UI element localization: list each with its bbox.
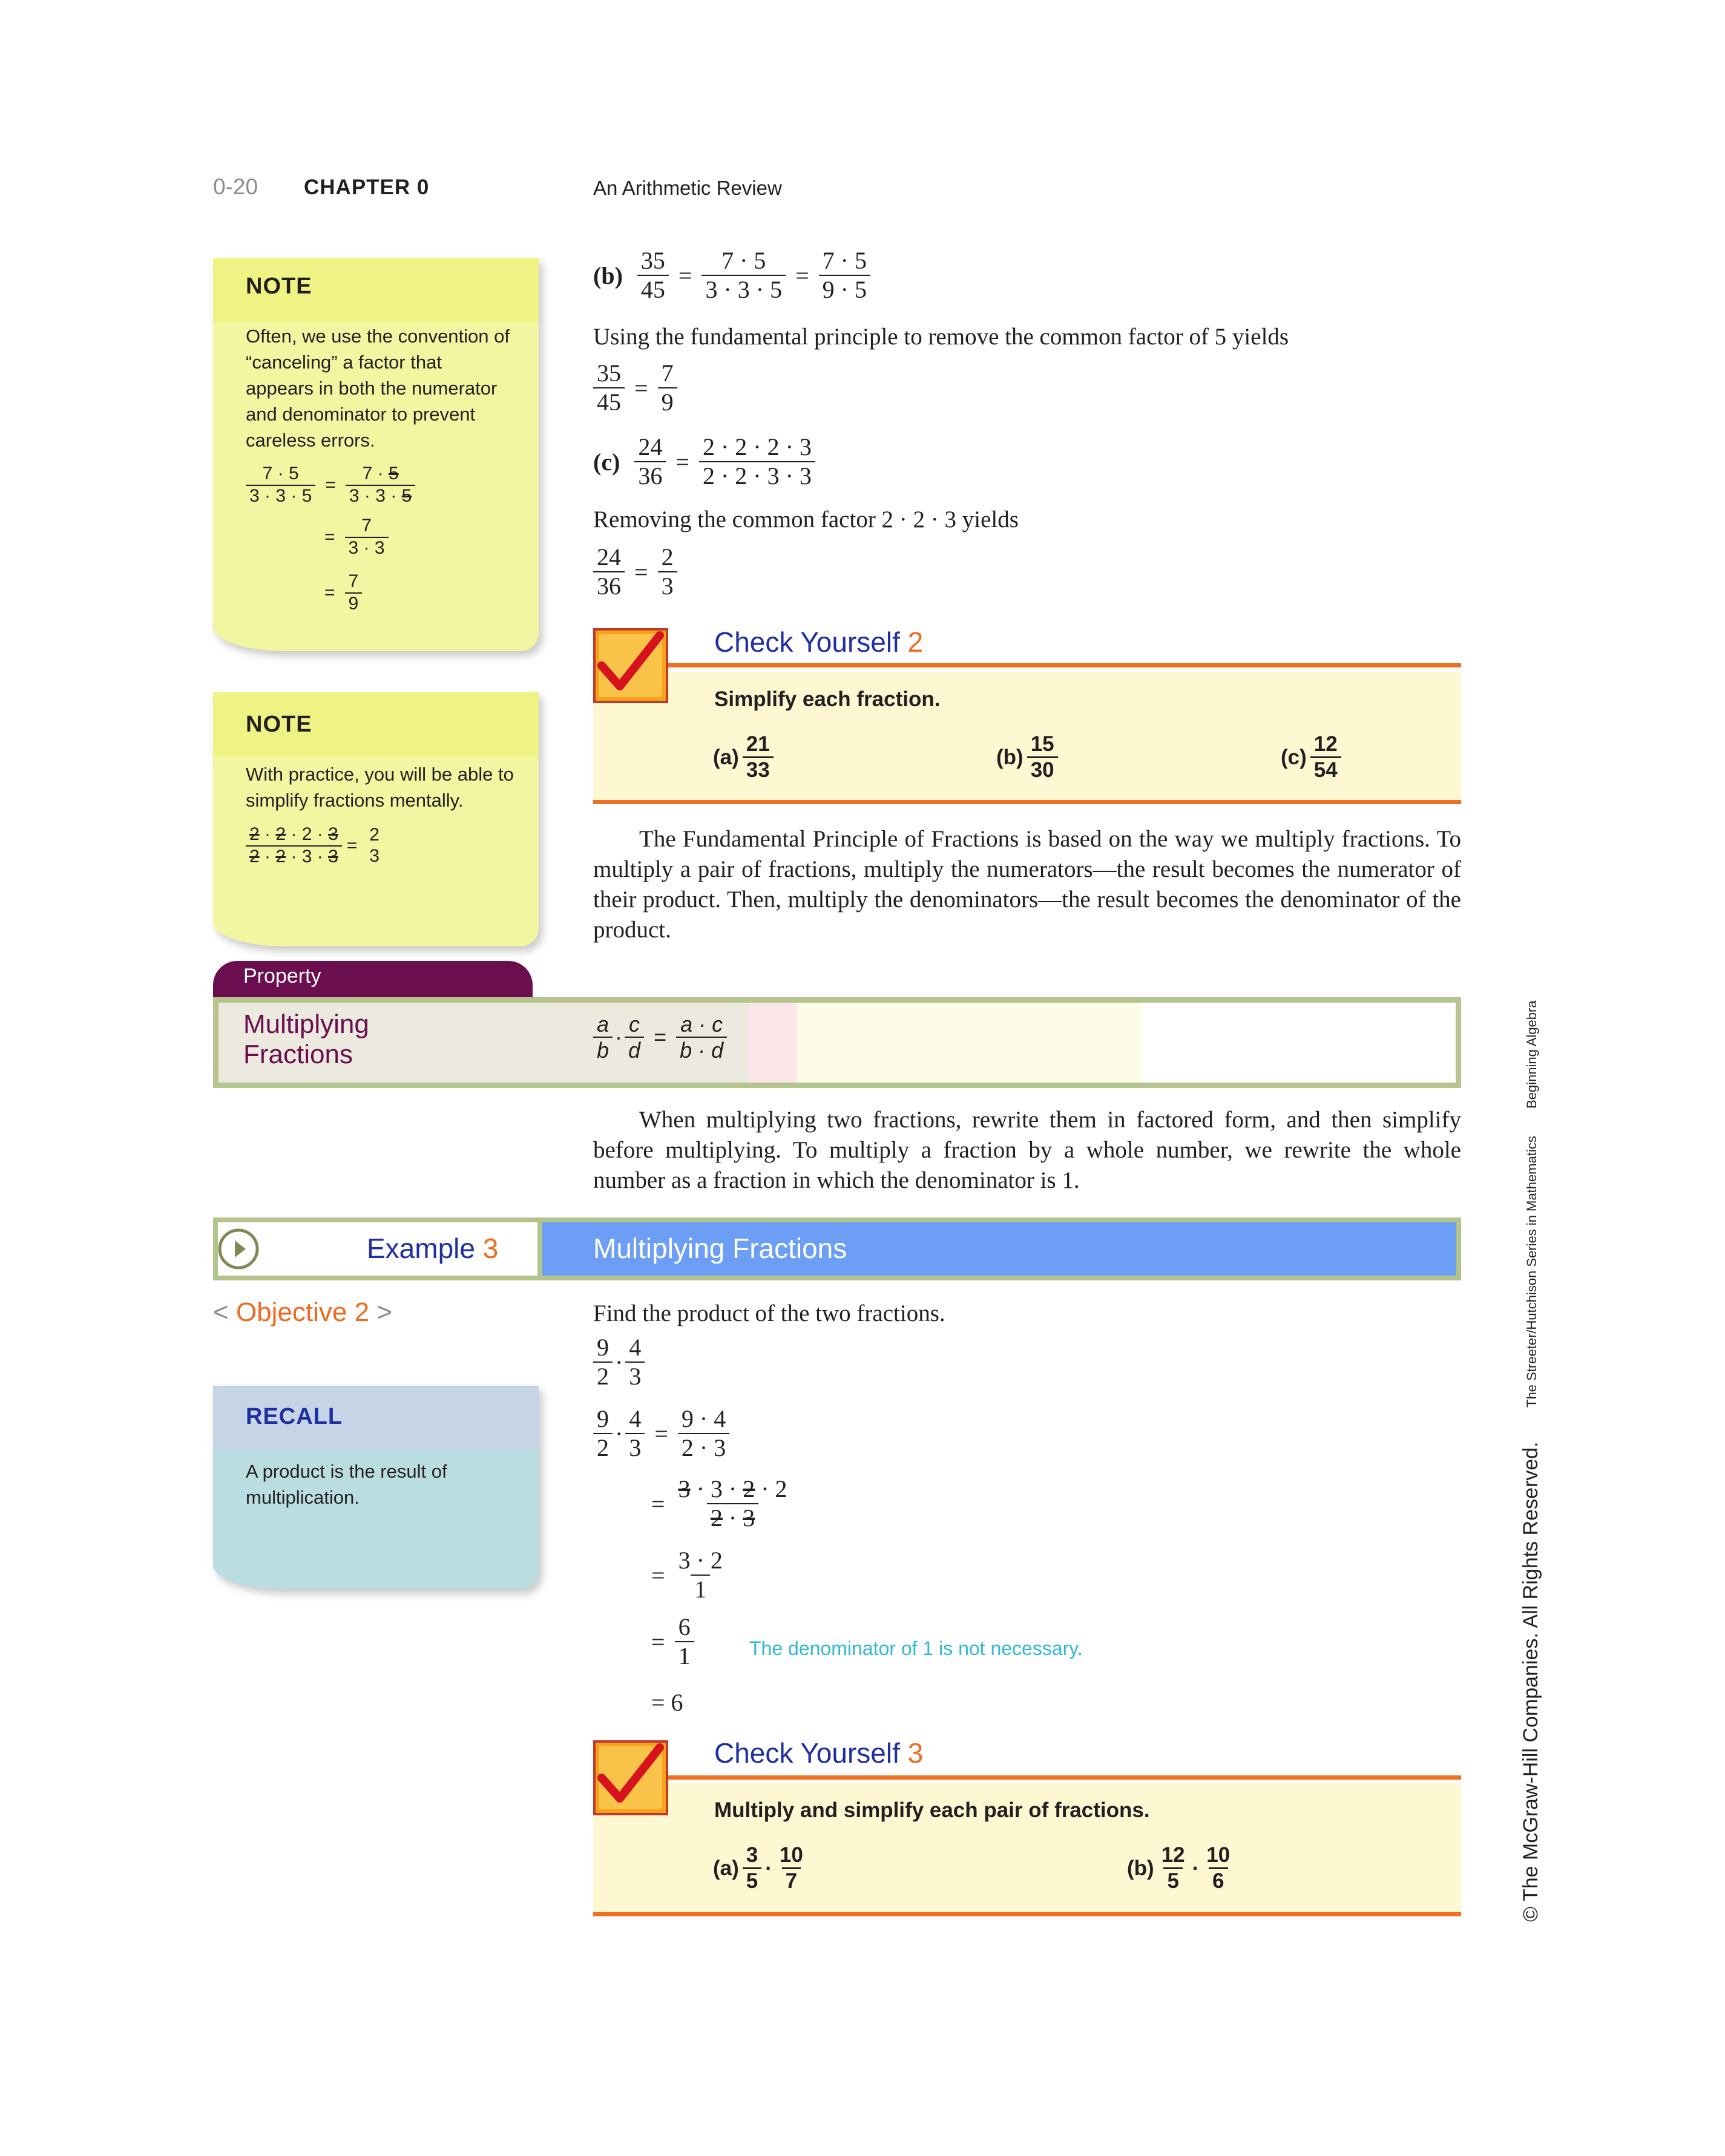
property-box (213, 997, 1461, 1088)
property-name (243, 1009, 369, 1070)
multiply-dot: · (615, 1024, 623, 1050)
note-step (318, 571, 366, 614)
factor: · 3 · (690, 1475, 743, 1502)
numerator: 2 (369, 825, 380, 845)
divider (593, 1912, 1461, 1916)
title-number: 3 (907, 1737, 924, 1769)
fraction (345, 571, 363, 614)
multiply-dot: · (615, 1420, 623, 1447)
numerator: 12 (1161, 1843, 1185, 1867)
fraction (625, 1405, 645, 1462)
book-title: Beginning Algebra (1524, 1000, 1539, 1109)
denominator: 9 (658, 387, 677, 416)
denominator: 5 (1163, 1867, 1182, 1893)
fraction (702, 247, 786, 304)
note-text: With practice, you will be able to simplify fractions mentally. (246, 764, 514, 811)
fraction (634, 433, 666, 490)
note-mental-example (242, 824, 387, 867)
title-number: 2 (907, 626, 924, 658)
canceled-factor: 2 (275, 824, 286, 844)
canceled-factor: 2 (249, 846, 260, 867)
note-title: NOTE (246, 712, 312, 737)
checkmark-icon (593, 628, 668, 703)
exercise-label: (c) (1281, 745, 1307, 769)
fraction (743, 1843, 761, 1894)
denominator: 2 · 2 · 3 · 3 (699, 461, 815, 490)
note-card (213, 258, 539, 651)
fraction (658, 543, 677, 600)
exercise-label: (a) (713, 1856, 739, 1880)
equals-sign: = (324, 526, 335, 547)
check-yourself-title (714, 626, 923, 658)
objective-link[interactable] (213, 1297, 392, 1328)
numerator: 35 (597, 359, 621, 387)
fraction (593, 543, 625, 600)
factor: 3 · 3 · (349, 485, 402, 506)
canceled-factor: 2 (710, 1504, 723, 1532)
fraction (676, 1012, 727, 1063)
numerator: 15 (1030, 732, 1054, 756)
exercise-item (713, 732, 777, 783)
fraction (593, 359, 625, 416)
property-formula (590, 1012, 731, 1063)
equals-sign: = (346, 835, 358, 856)
part-c-equation (593, 433, 819, 490)
check-yourself-instruction: Multiply and simplify each pair of fractions. (714, 1798, 1150, 1822)
copyright-notice: © The McGraw-Hill Companies. All Rights Reserved. (1519, 1441, 1542, 1922)
fraction (637, 247, 669, 304)
note-canceling-example (242, 464, 419, 506)
body-paragraph: When multiplying two fractions, rewrite them in factored form, and then simplify before multiplying. To multiply a fraction by a whole number, we rewrite the whole number as a fraction in which the denominator is 1. (593, 1107, 1461, 1193)
numerator: 3 (746, 1843, 758, 1867)
denominator: 9 · 5 (819, 275, 870, 304)
denominator: 2 (593, 1361, 613, 1391)
denominator: 6 (1209, 1867, 1227, 1893)
fraction (625, 1334, 645, 1391)
recall-text: A product is the result of multiplication. (246, 1461, 447, 1508)
equals-sign: = (795, 261, 809, 289)
denominator: 3 · 3 · 5 (702, 275, 786, 304)
factor: · 3 · (286, 846, 329, 867)
canceled-factor: 3 (678, 1475, 691, 1502)
denominator: 5 (743, 1867, 761, 1893)
fraction (1203, 1843, 1234, 1894)
title-text: Check Yourself (714, 1737, 900, 1769)
title-text: Check Yourself (714, 626, 900, 658)
part-b-result (590, 359, 681, 416)
property-name-line: Multiplying (243, 1009, 369, 1039)
factor: · (722, 1504, 743, 1532)
divider (593, 800, 1461, 804)
factor: · (259, 846, 276, 867)
denominator: 36 (593, 571, 625, 600)
denominator: 1 (675, 1641, 694, 1670)
exercise-item (1281, 732, 1345, 783)
numerator: 2 · 2 · 2 · 3 (702, 433, 812, 460)
example-annotation: The denominator of 1 is not necessary. (749, 1637, 1083, 1659)
numerator: 4 (629, 1334, 642, 1361)
numerator: 3 · 2 (678, 1547, 723, 1574)
objective-label: Objective 2 (235, 1297, 370, 1327)
example-number: 3 (482, 1233, 499, 1264)
equals-sign: = (651, 1490, 665, 1518)
equals-sign: = (678, 261, 692, 289)
multiply-dot: · (1192, 1856, 1200, 1880)
numerator: 6 (678, 1613, 691, 1640)
divider (537, 1222, 542, 1276)
equals-sign: = (325, 474, 336, 495)
equals-sign: = (675, 448, 689, 476)
denominator (707, 1503, 758, 1532)
body-paragraph: The Fundamental Principle of Fractions is based on the way we multiply fractions. To multiply a pair of fractions, multiply the numerators—the result becomes the numerator of their product. Then, multiply the denominators—the result becomes the denominator of the product. (593, 826, 1461, 943)
multiply-dot: · (615, 1348, 623, 1376)
numerator: 24 (638, 433, 663, 460)
part-b-equation (593, 247, 874, 304)
equals-sign: = (654, 1420, 668, 1447)
numerator: 7 · 5 (262, 464, 299, 483)
fraction (345, 516, 389, 559)
objective-bracket: > (376, 1297, 392, 1327)
exercise-label: (a) (713, 745, 739, 769)
chapter-label: CHAPTER 0 (304, 175, 430, 199)
denominator: 3 (625, 1361, 645, 1391)
denominator: 36 (634, 461, 666, 490)
property-highlight (797, 1003, 1142, 1083)
example-instruction: Find the product of the two fractions. (593, 1300, 945, 1326)
checkmark-icon (593, 1740, 668, 1815)
fraction (675, 1475, 791, 1532)
denominator: 3 · 3 · 5 (246, 485, 315, 507)
numerator: 7 (348, 571, 359, 591)
fraction (246, 464, 315, 506)
part-c-result (590, 543, 681, 600)
part-c-label: (c) (593, 448, 620, 476)
denominator: 3 (625, 1433, 645, 1462)
numerator: 7 · 5 (822, 247, 867, 274)
denominator: 2 (593, 1433, 613, 1462)
example-problem (590, 1334, 648, 1391)
property-tab: Property (213, 961, 533, 998)
denominator: d (625, 1037, 644, 1063)
check-yourself-title (714, 1737, 923, 1769)
fraction (678, 1405, 729, 1462)
factor: 7 · (362, 464, 389, 483)
canceled-factor: 2 (743, 1475, 755, 1502)
example-title: Multiplying Fractions (593, 1233, 847, 1264)
canceled-factor: 2 (249, 824, 260, 844)
denominator: b (593, 1037, 613, 1063)
exercise-item (713, 1843, 810, 1894)
canceled-factor: 3 (328, 824, 338, 844)
note-step (318, 516, 392, 559)
note-text: Often, we use the convention of “canceling” a factor that appears in both the numerator and denominator to prevent careless errors. (246, 326, 510, 451)
numerator (675, 1475, 791, 1503)
fraction (246, 824, 342, 867)
example-step (645, 1475, 795, 1532)
exercise-label: (b) (996, 745, 1024, 769)
divider (668, 1775, 1461, 1780)
numerator: 4 (629, 1405, 642, 1432)
part-b-text: Using the fundamental principle to remove the common factor of 5 yields (593, 324, 1289, 350)
series-name: The Streeter/Hutchison Series in Mathematics (1524, 1136, 1539, 1407)
example-step (645, 1613, 698, 1670)
example-label-text: Example (367, 1233, 475, 1264)
objective-bracket: < (213, 1297, 229, 1327)
equals-sign: = (651, 1561, 665, 1589)
play-arrow-icon (217, 1227, 260, 1271)
factor: · 2 (755, 1475, 787, 1502)
canceled-factor: 5 (388, 464, 399, 483)
page-number: 0-20 (213, 174, 258, 199)
fraction (675, 1613, 694, 1670)
canceled-factor: 3 (328, 846, 338, 867)
note-title: NOTE (246, 274, 312, 299)
denominator: 33 (743, 756, 774, 782)
example-label (367, 1232, 498, 1265)
denominator: 3 · 3 (345, 537, 389, 559)
numerator: 10 (1206, 1843, 1230, 1867)
fraction (776, 1843, 807, 1894)
equals-sign: = (651, 1628, 665, 1656)
denominator: 45 (593, 387, 625, 416)
exercise-label: (b) (1127, 1856, 1154, 1880)
fraction (658, 359, 677, 416)
equals-sign: = (634, 558, 648, 586)
fraction (625, 1012, 644, 1063)
equals-sign: = (634, 374, 648, 402)
fraction (593, 1405, 613, 1462)
check-yourself-instruction: Simplify each fraction. (714, 687, 941, 711)
denominator: 1 (691, 1574, 710, 1604)
fraction (699, 433, 815, 490)
numerator: 7 · 5 (721, 247, 766, 274)
fraction (366, 825, 383, 867)
denominator: 3 (658, 571, 677, 600)
denominator: b · d (676, 1037, 727, 1063)
recall-title: RECALL (246, 1404, 343, 1429)
denominator: 2 · 3 (678, 1433, 729, 1462)
numerator (359, 464, 402, 485)
factor: · (259, 824, 276, 844)
denominator (346, 485, 415, 507)
fraction (675, 1547, 726, 1604)
canceled-factor: 5 (401, 485, 412, 506)
fraction (1027, 732, 1058, 783)
denominator (246, 845, 342, 868)
exercise-item (996, 732, 1062, 783)
fraction (1158, 1843, 1189, 1894)
property-name-line: Fractions (243, 1040, 353, 1069)
numerator: 2 (661, 543, 674, 571)
equals-sign: = (654, 1024, 667, 1050)
denominator: 9 (345, 592, 363, 615)
numerator: 24 (597, 543, 621, 571)
denominator: 45 (637, 275, 669, 304)
numerator: c (629, 1012, 640, 1037)
property-accent (749, 1003, 797, 1083)
numerator: 10 (779, 1843, 803, 1867)
numerator: a · c (680, 1012, 723, 1037)
denominator: 3 (369, 845, 380, 866)
numerator (246, 824, 342, 845)
numerator: 9 (597, 1405, 609, 1432)
canceled-factor: 3 (743, 1504, 755, 1532)
numerator: 7 (661, 359, 674, 387)
fraction (593, 1334, 613, 1391)
chapter-title: An Arithmetic Review (593, 177, 782, 199)
fraction (1310, 732, 1341, 783)
numerator: 9 (597, 1334, 609, 1361)
numerator: a (597, 1012, 610, 1037)
divider (668, 663, 1461, 667)
numerator: 35 (640, 247, 665, 274)
exercise-item (1127, 1843, 1237, 1894)
factor: · 2 · (286, 824, 329, 844)
part-b-label: (b) (593, 261, 623, 289)
fraction (346, 464, 415, 506)
fraction (819, 247, 870, 304)
denominator: 7 (782, 1867, 801, 1893)
numerator: 7 (361, 516, 372, 536)
fraction (743, 732, 774, 783)
canceled-factor: 2 (275, 846, 286, 867)
denominator: 30 (1027, 756, 1058, 782)
numerator: 9 · 4 (681, 1405, 726, 1432)
numerator: 12 (1313, 732, 1338, 756)
numerator: 21 (746, 732, 770, 756)
equals-sign: = (324, 582, 335, 603)
fraction (593, 1012, 613, 1063)
example-step (590, 1405, 733, 1462)
multiply-dot: · (765, 1856, 772, 1880)
denominator: 54 (1310, 756, 1341, 782)
example-answer: = 6 (651, 1689, 683, 1716)
part-c-text: Removing the common factor 2 · 2 · 3 yields (593, 506, 1019, 532)
example-step (645, 1547, 730, 1604)
